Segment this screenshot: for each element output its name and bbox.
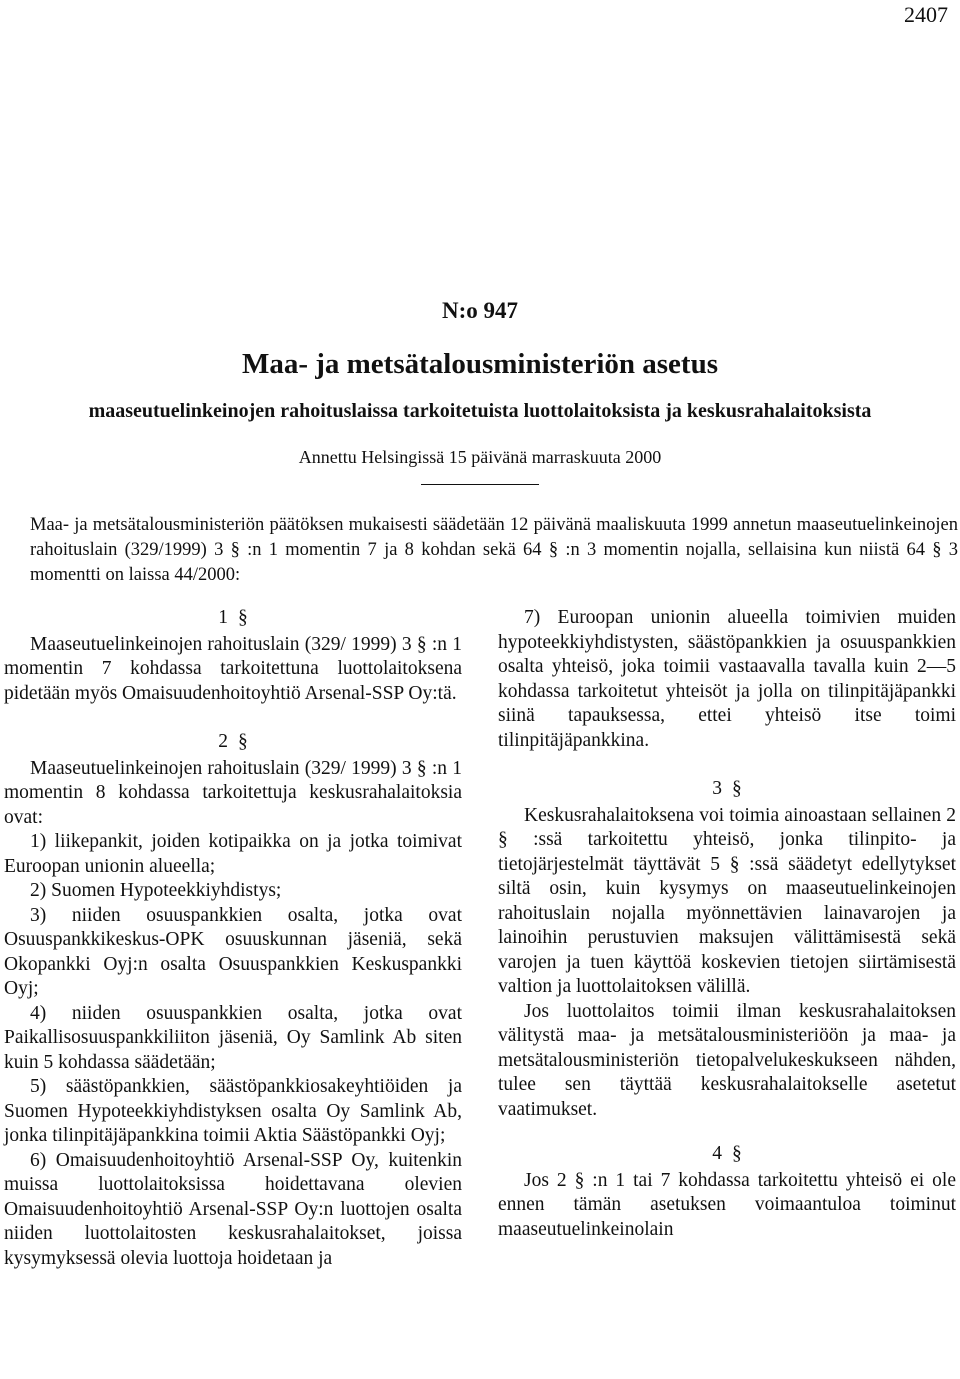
section-number: 4	[712, 1143, 722, 1164]
section-number: 3	[712, 778, 722, 799]
statute-number: N:o 947	[441, 298, 519, 323]
section-heading-2	[4, 730, 462, 755]
section-sign-icon: §	[238, 731, 248, 752]
page-number: 2407	[904, 2, 948, 27]
section-2-intro: Maaseutuelinkeinojen rahoituslain (329/ 1999) 3 § :n 1 momentin 8 kohdassa tarkoitettuja keskusrahalaitoksia ovat:	[4, 757, 462, 828]
section-heading-1	[4, 606, 462, 631]
page-subtitle: maaseutuelinkeinojen rahoituslaissa tarkoitetuista luottolaitoksista ja keskusrahalaitoksista	[88, 400, 872, 422]
section-sign-icon: §	[732, 1143, 742, 1164]
list-item: 1) liikepankit, joiden kotipaikka on ja jotka toimivat Euroopan unionin alueella;	[4, 831, 462, 877]
preamble	[30, 513, 958, 587]
section-number: 2	[218, 731, 228, 752]
list-item: 6) Omaisuudenhoitoyhtiö Arsenal-SSP Oy, kuitenkin muissa luottolaitoksissa hoidettavana olevien Omaisuudenhoitoyhtiö Arsenal-SSP Oy:n luottojen osalta niiden luottolaitosten keskusrahalaitokset, joissa kysymyksessä olevia luottoja hoidetaan ja	[4, 1149, 462, 1269]
list-item: 3) niiden osuuspankkien osalta, jotka ovat Osuuspankkikeskus-OPK osuuskunnan jäseniä, sekä Okopankki Oyj:n osalta Osuuspankkien Keskuspankki Oyj;	[4, 904, 462, 999]
section-number: 1	[218, 607, 228, 628]
preamble-text: Maa- ja metsätalousministeriön päätöksen mukaisesti säädetään 12 päivänä maaliskuuta 1999 annetun maaseutuelinkeinojen rahoituslain (329/1999) 3 § :n 1 momentin 7 ja 8 kohdan sekä 64 § :n 3 momentin nojalla, sellaisina kun niistä 64 § 3 momentti on laissa 44/2000:	[30, 515, 958, 585]
section-3-paragraph-1: Keskusrahalaitoksena voi toimia ainoastaan sellainen 2 § :ssä tarkoitettu yhteisö, jonka tilinpito- ja tietojärjestelmät täyttävät 5 § :ssä säädetyt edellytykset siltä osin, kuin kysymys on maaseutuelinkeinojen rahoituslain nojalla myönnettävien lainavarojen ja lainoihin perustuvien maksujen välittämisestä sekä varojen ja tuen käyttöä koskevien tietojen siirtämisestä valtion ja luottolaitoksen välillä.	[498, 804, 956, 997]
page-title: Maa- ja metsätalousministeriön asetus	[241, 348, 719, 380]
section-4-paragraph-1: Jos 2 § :n 1 tai 7 kohdassa tarkoitettu yhteisö ei ole ennen tämän asetuksen voimaantuloa toiminut maaseutuelinkeinolain	[498, 1169, 956, 1240]
section-heading-3	[498, 777, 956, 802]
section-sign-icon: §	[732, 778, 742, 799]
given-date: Annettu Helsingissä 15 päivänä marraskuuta 2000	[298, 447, 662, 467]
left-column	[4, 606, 462, 1271]
section-1-text: Maaseutuelinkeinojen rahoituslain (329/ 1999) 3 § :n 1 momentin 7 kohdassa tarkoitettuna luottolaitoksena pidetään myös Omaisuudenhoitoyhtiö Arsenal-SSP Oy:tä.	[4, 633, 462, 704]
right-column	[498, 606, 956, 1242]
section-sign-icon: §	[238, 607, 248, 628]
section-heading-4	[498, 1142, 956, 1167]
section-3-paragraph-2: Jos luottolaitos toimii ilman keskusrahalaitoksen välitystä maa- ja metsätalousministeriöön ja maa- ja metsätalousministeriön tietopalvelukeskukseen nähden, tulee sen täyttää keskusrahalaitokselle asetetut vaatimukset.	[498, 1000, 956, 1120]
list-item: 7) Euroopan unionin alueella toimivien muiden hypoteekkiyhdistysten, säästöpankkien ja osuuspankkien osalta yhteisö, joka toimii vastaavalla tavalla kuin 2—5 kohdassa tarkoitetut yhteisöt ja jolla on tilinpitäjäpankki siinä tapauksessa, ettei yhteisö itse toimi tilinpitäjäpankkina.	[498, 607, 956, 751]
list-item: 4) niiden osuuspankkien osalta, jotka ovat Paikallisosuuspankkiliiton jäseniä, Oy Samlink Ab siten kuin 5 kohdassa säädetään;	[4, 1002, 462, 1073]
list-item: 2) Suomen Hypoteekkiyhdistys;	[30, 880, 282, 901]
list-item: 5) säästöpankkien, säästöpankkiosakeyhtiöiden ja Suomen Hypoteekkiyhdistyksen osalta Oy Samlink Ab, jonka tilinpitäjäpankkina toimii Aktia Säästöpankki Oyj;	[4, 1076, 462, 1146]
divider-rule	[421, 484, 539, 485]
